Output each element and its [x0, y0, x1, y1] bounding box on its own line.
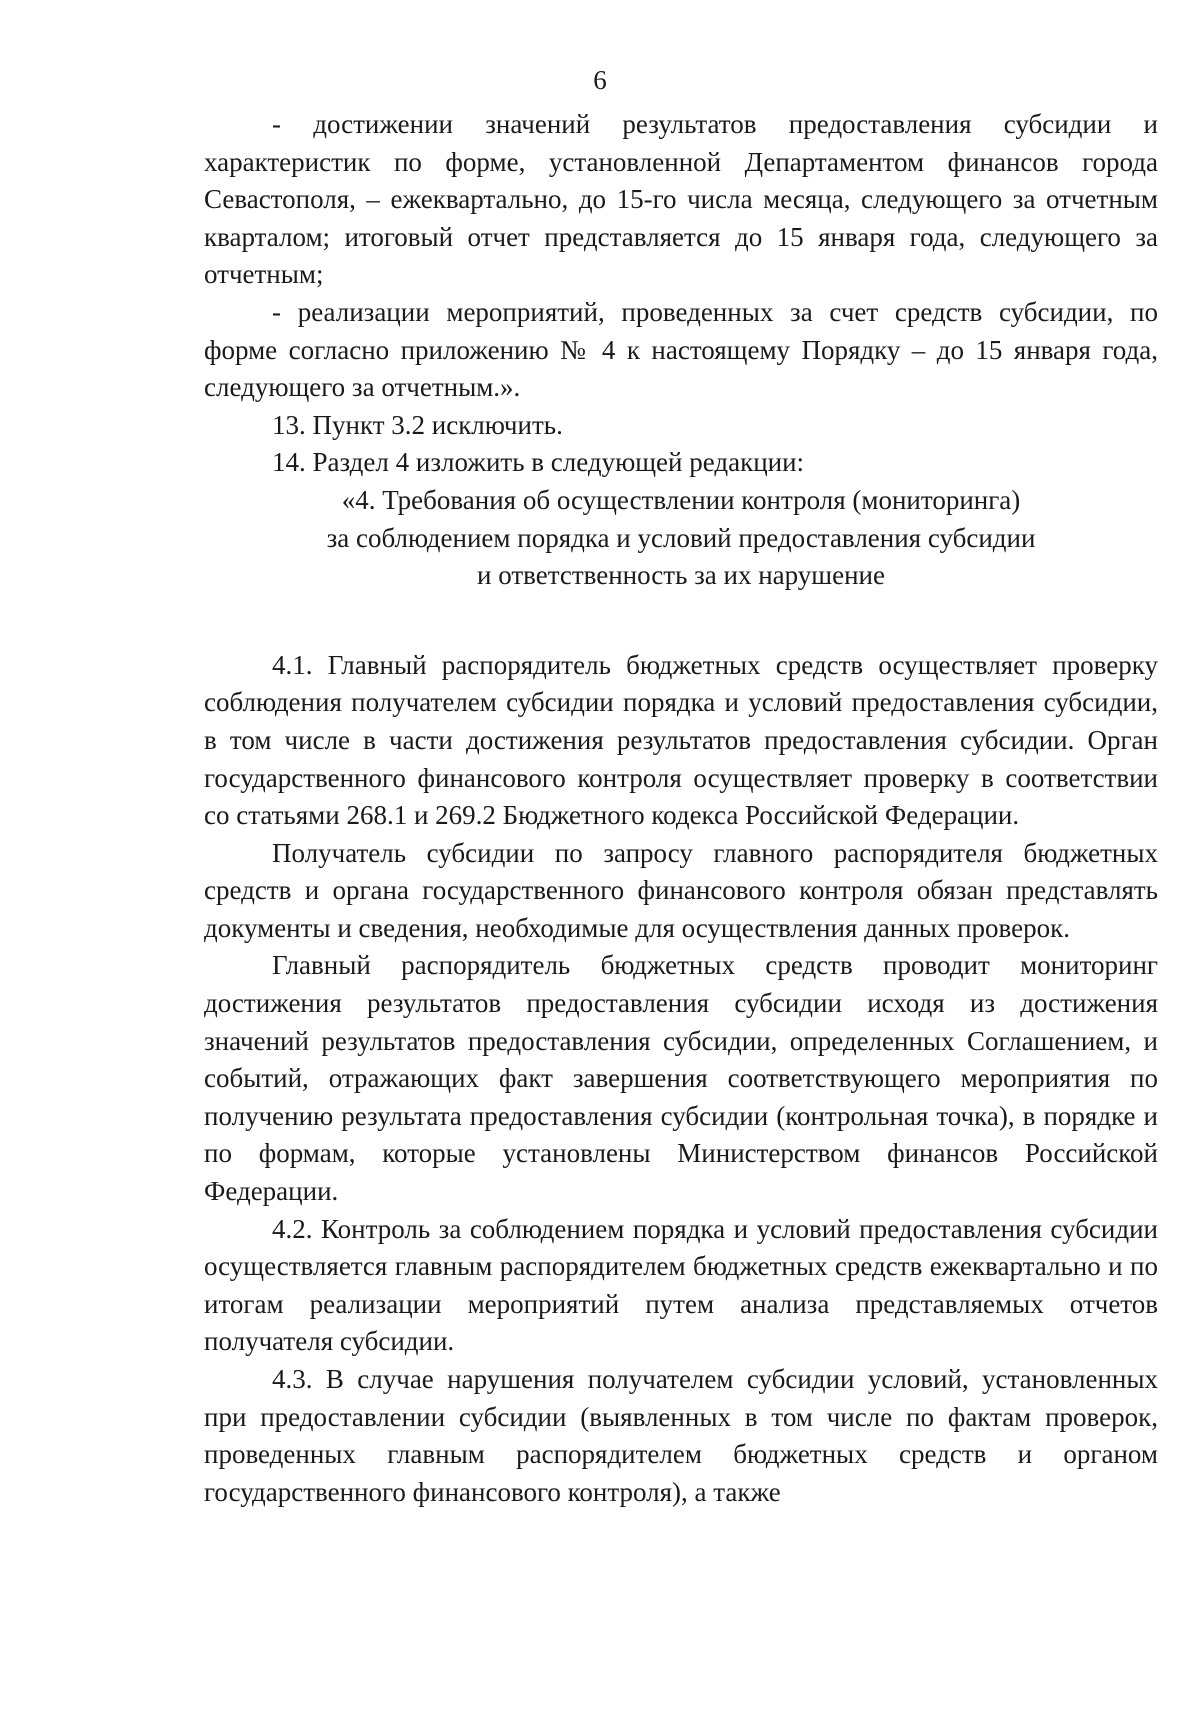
- document-body: [204, 106, 1158, 1511]
- section-heading-line: «4. Требования об осуществлении контроля (мониторинга): [341, 484, 1021, 515]
- paragraph-item-13: 13. Пункт 3.2 исключить.: [272, 409, 563, 440]
- paragraph-4-2: 4.2. Контроль за соблюдением порядка и условий предоставления субсидии осуществляется главным распорядителем бюджетных средств ежеквартально и по итогам реализации мероприятий путем анализа представляемых отчетов получателя субсидии.: [204, 1213, 1158, 1357]
- paragraph-report-activities: - реализации мероприятий, проведенных за счет средств субсидии, по форме согласно приложению № 4 к настоящему Порядку – до 15 января года, следующего за отчетным.».: [204, 296, 1158, 403]
- section-4-heading: [204, 482, 1158, 595]
- paragraph-item-14: 14. Раздел 4 изложить в следующей редакции:: [272, 447, 805, 478]
- paragraph-recipient-obligation: Получатель субсидии по запросу главного распорядителя бюджетных средств и органа государственного финансового контроля обязан представлять документы и сведения, необходимые для осуществления данных проверок.: [204, 837, 1158, 943]
- paragraph-4-1: 4.1. Главный распорядитель бюджетных средств осуществляет проверку соблюдения получателем субсидии порядка и условий предоставления субсидии, в том числе в части достижения результатов предоставления субсидии. Орган государственного финансового контроля осуществляет проверку в соответствии со статьями 268.1 и 269.2 Бюджетного кодекса Российской Федерации.: [204, 649, 1158, 831]
- paragraph-4-3: 4.3. В случае нарушения получателем субсидии условий, установленных при предоставлении субсидии (выявленных в том числе по фактам проверок, проведенных главным распорядителем бюджетных средств и органом государственного финансового контроля), а также: [204, 1364, 1158, 1507]
- page-number: 6: [593, 65, 607, 95]
- paragraph-monitoring: Главный распорядитель бюджетных средств проводит мониторинг достижения результатов предоставления субсидии исходя из достижения значений результатов предоставления субсидии, определенных Соглашением, и событий, отражающих факт завершения соответствующего мероприятия по получению результата предоставления субсидии (контрольная точка), в порядке и по формам, которые установлены Министерством финансов Российской Федерации.: [204, 950, 1158, 1207]
- section-heading-line: и ответственность за их нарушение: [477, 560, 885, 591]
- section-heading-line: за соблюдением порядка и условий предоставления субсидии: [326, 522, 1036, 553]
- paragraph-report-results: - достижении значений результатов предоставления субсидии и характеристик по форме, установленной Департаментом финансов города Севастополя, – ежеквартально, до 15-го числа месяца, следующего за отчетным кварталом; итоговый отчет представляется до 15 января года, следующего за отчетным;: [204, 109, 1158, 290]
